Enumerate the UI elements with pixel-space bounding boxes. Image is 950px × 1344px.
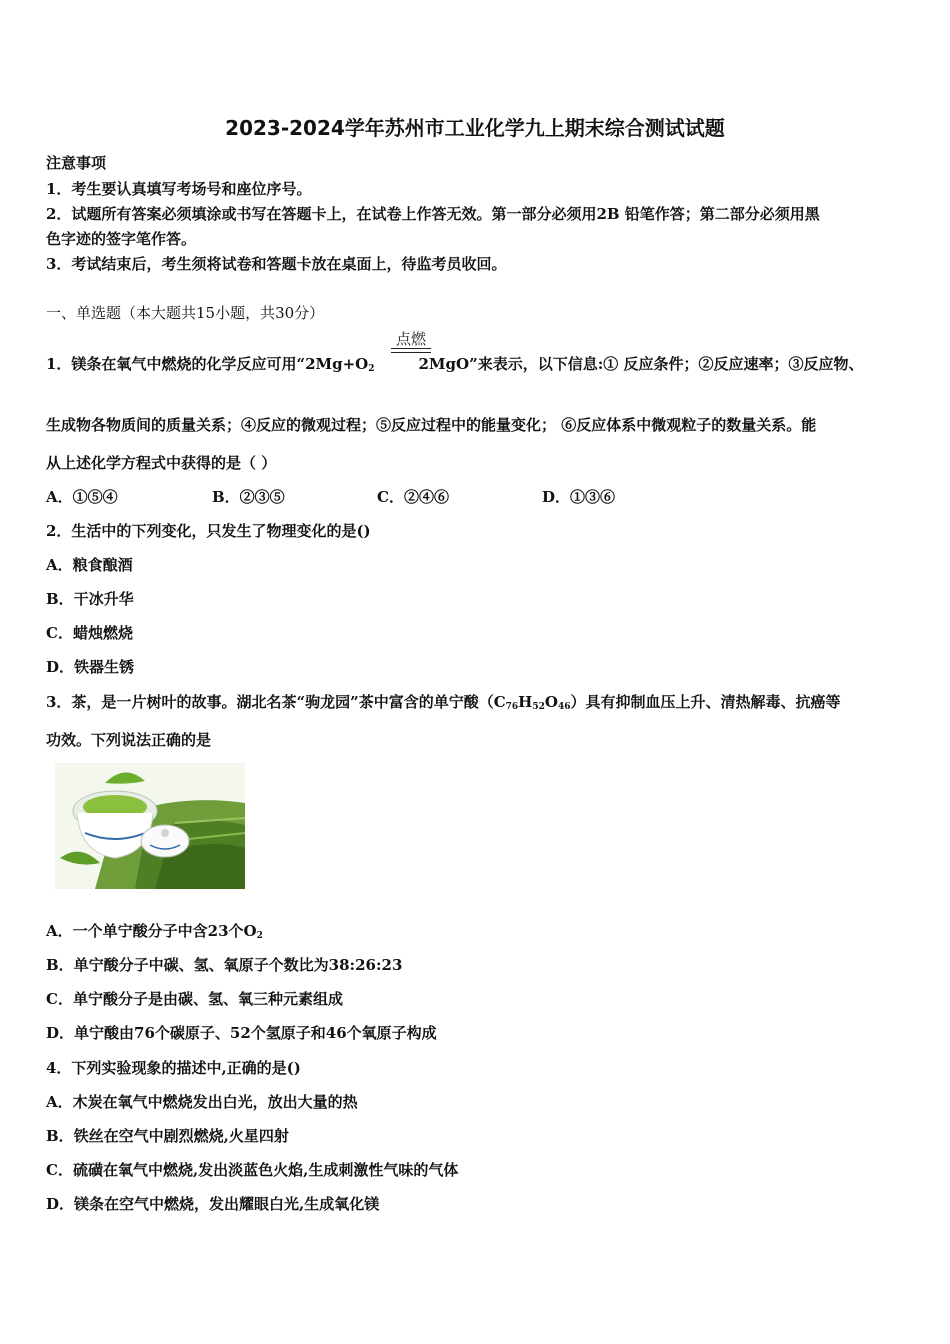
option-a: A．①⑤④ xyxy=(46,488,118,506)
notice-item: 1．考生要认真填写考场号和座位序号。 xyxy=(46,180,312,198)
question-3-line: 功效。下列说法正确的是 xyxy=(46,731,212,749)
question-1-stem: 1．镁条在氧气中燃烧的化学反应可用“$2Mg+O_2$ 2MgO”来表示，以下信息:① 反应条件；②反应速率；③反应物、 xyxy=(46,355,864,374)
question-1-line: 从上述化学方程式中获得的是（ ） xyxy=(46,454,277,472)
equation-line xyxy=(391,348,431,349)
option-a: A．一个单宁酸分子中含23个$O_2$ xyxy=(46,922,263,941)
question-2-stem: 2．生活中的下列变化，只发生了物理变化的是() xyxy=(46,522,371,540)
option-d: D．单宁酸由76个碳原子、52个氢原子和46个氧原子构成 xyxy=(46,1024,437,1042)
tea-image xyxy=(55,763,245,889)
page-title: 2023-2024学年苏州市工业化学九上期末综合测试试题 xyxy=(225,116,725,140)
question-1-line: 生成物各物质间的质量关系；④反应的微观过程；⑤反应过程中的能量变化； ⑥反应体系中微观粒子的数量关系。能 xyxy=(46,416,817,434)
option-b: B．铁丝在空气中剧烈燃烧,火星四射 xyxy=(46,1127,289,1145)
option-d: D．镁条在空气中燃烧，发出耀眼白光,生成氧化镁 xyxy=(46,1195,380,1213)
option-d: D．①③⑥ xyxy=(542,488,616,506)
reaction-condition: 点燃 xyxy=(395,330,426,348)
option-c: C．②④⑥ xyxy=(377,488,449,506)
section-heading: 一、单选题（本大题共15小题，共30分） xyxy=(46,304,325,322)
option-a: A．粮食酿酒 xyxy=(46,556,133,574)
option-b: B．干冰升华 xyxy=(46,590,134,608)
notice-item: 色字迹的签字笔作答。 xyxy=(46,230,197,248)
notice-item: 3．考试结束后，考生须将试卷和答题卡放在桌面上，待监考员收回。 xyxy=(46,255,507,273)
question-3-stem: 3．茶，是一片树叶的故事。湖北名茶“驹龙园”茶中富含的单宁酸$(C_{76}H_{52}O_{46})$具有抑制血压上升、清热解毒、抗癌等 xyxy=(46,693,841,712)
option-a: A．木炭在氧气中燃烧发出白光，放出大量的热 xyxy=(46,1093,358,1111)
option-b: B．单宁酸分子中碳、氢、氧原子个数比为38:26:23 xyxy=(46,956,403,974)
option-c: C．硫磺在氧气中燃烧,发出淡蓝色火焰,生成刺激性气味的气体 xyxy=(46,1161,459,1179)
option-c: C．单宁酸分子是由碳、氢、氧三种元素组成 xyxy=(46,990,343,1008)
question-4-stem: 4．下列实验现象的描述中,正确的是() xyxy=(46,1059,301,1077)
notice-heading: 注意事项 xyxy=(46,154,107,172)
option-d: D．铁器生锈 xyxy=(46,658,135,676)
option-c: C．蜡烛燃烧 xyxy=(46,624,133,642)
notice-item: 2．试题所有答案必须填涂或书写在答题卡上，在试卷上作答无效。第一部分必须用2B 铅笔作答；第二部分必须用黑 xyxy=(46,205,820,223)
option-b: B．②③⑤ xyxy=(212,488,285,506)
